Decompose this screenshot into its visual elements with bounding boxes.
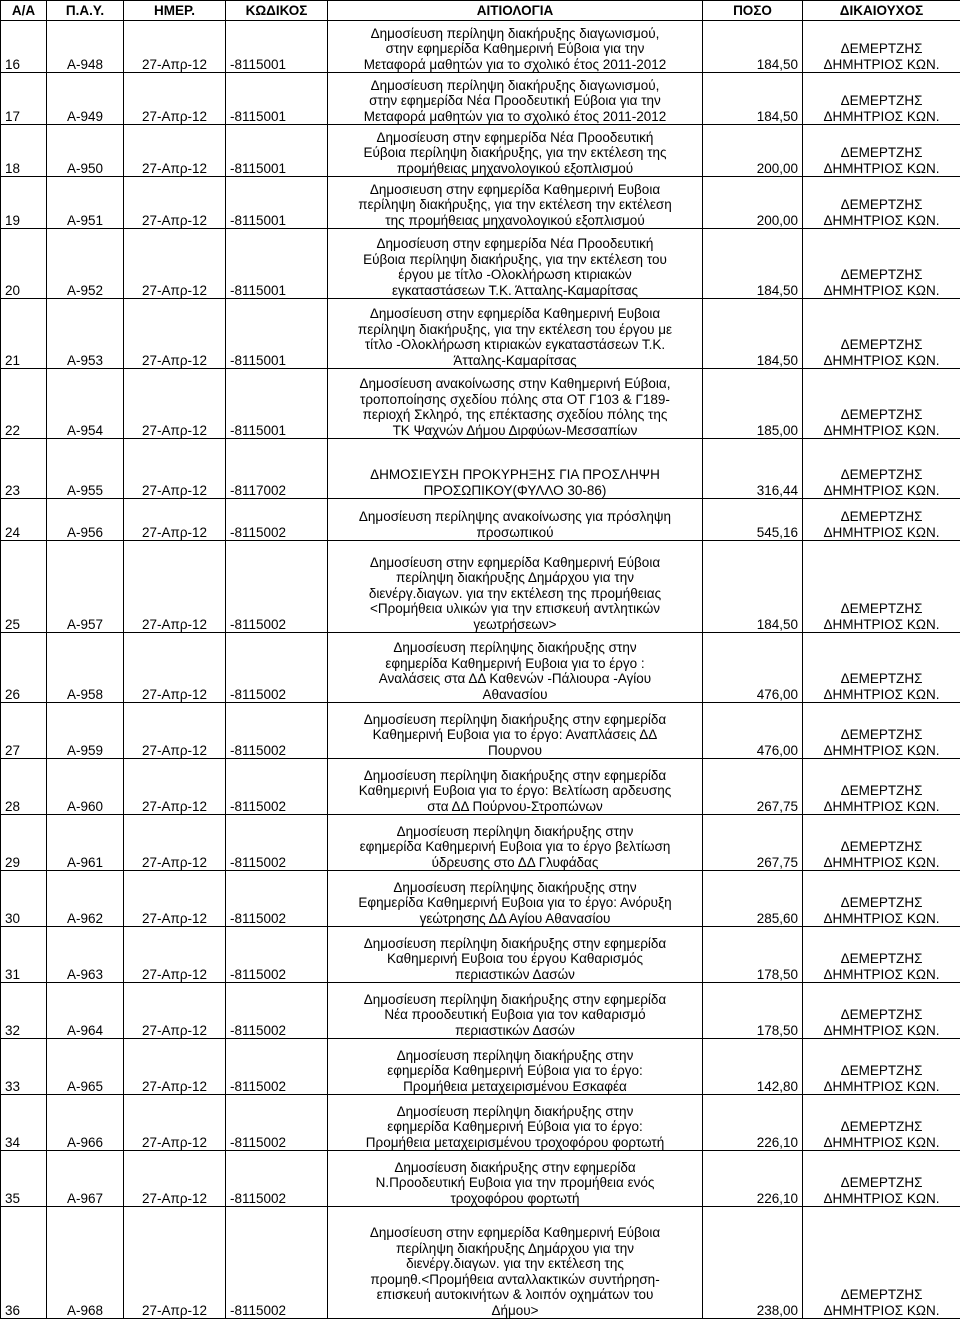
description-line: στα ΔΔ Πούρνου-Στροπώνων xyxy=(332,799,698,815)
table-row xyxy=(1,1095,960,1151)
code-cell: -8115002 xyxy=(226,815,328,871)
beneficiary-surname: ΔΕΜΕΡΤΖΗΣ xyxy=(807,509,956,525)
code-cell: -8115001 xyxy=(226,299,328,369)
description-line: τίτλο -Ολοκλήρωση κτιριακών εγκαταστάσεων Τ.Κ. xyxy=(332,337,698,353)
description-line: Μεταφορά μαθητών για το σχολικό έτος 2011-2012 xyxy=(332,57,698,73)
payment-order-cell: Α-954 xyxy=(47,369,124,439)
table-row xyxy=(1,299,960,369)
description-cell xyxy=(328,1039,703,1095)
date-cell: 27-Απρ-12 xyxy=(124,21,226,73)
description-line: Πουρνου xyxy=(332,743,698,759)
date-cell: 27-Απρ-12 xyxy=(124,541,226,633)
header-code: ΚΩΔΙΚΟΣ xyxy=(226,1,328,21)
beneficiary-surname: ΔΕΜΕΡΤΖΗΣ xyxy=(807,467,956,483)
date-cell: 27-Απρ-12 xyxy=(124,871,226,927)
description-line: περιαστικών Δασών xyxy=(332,1023,698,1039)
beneficiary-cell xyxy=(803,1039,960,1095)
date-cell: 27-Απρ-12 xyxy=(124,177,226,229)
amount-cell: 184,50 xyxy=(703,541,803,633)
description-line: Νέα προοδευτική Ευβοια για τον καθαρισμό xyxy=(332,1007,698,1023)
description-line: Δημοσίευση στην εφημερίδα Καθημερινή Εύβοια xyxy=(332,1225,698,1241)
beneficiary-cell xyxy=(803,633,960,703)
beneficiary-cell xyxy=(803,1207,960,1319)
description-cell xyxy=(328,871,703,927)
table-row xyxy=(1,983,960,1039)
description-line: εφημερίδα Καθημερινή Ευβοια για το έργο : xyxy=(332,656,698,672)
beneficiary-given-name: ΔΗΜΗΤΡΙΟΣ ΚΩΝ. xyxy=(807,483,956,499)
date-cell: 27-Απρ-12 xyxy=(124,229,226,299)
description-line: Δημοσίευση περίληψης διακήρυξης στην xyxy=(332,880,698,896)
beneficiary-surname: ΔΕΜΕΡΤΖΗΣ xyxy=(807,1175,956,1191)
row-number: 19 xyxy=(1,177,47,229)
row-number: 34 xyxy=(1,1095,47,1151)
beneficiary-cell xyxy=(803,927,960,983)
description-line: Αναλάσεις στα ΔΔ Καθενών -Πάλιουρα -Αγίου xyxy=(332,671,698,687)
description-line: επισκευή αυτοκινήτων & λοιπόν οχημάτων του xyxy=(332,1287,698,1303)
beneficiary-surname: ΔΕΜΕΡΤΖΗΣ xyxy=(807,727,956,743)
description-line: <Προμήθεια υλικών για την επισκευή αντλητικών xyxy=(332,601,698,617)
amount-cell: 545,16 xyxy=(703,499,803,541)
row-number: 26 xyxy=(1,633,47,703)
description-line: γεώτρησης ΔΔ Αγίου Αθανασίου xyxy=(332,911,698,927)
description-cell xyxy=(328,927,703,983)
code-cell: -8115001 xyxy=(226,125,328,177)
amount-cell: 185,00 xyxy=(703,369,803,439)
code-cell: -8117002 xyxy=(226,439,328,499)
date-cell: 27-Απρ-12 xyxy=(124,633,226,703)
beneficiary-given-name: ΔΗΜΗΤΡΙΟΣ ΚΩΝ. xyxy=(807,617,956,633)
table-row xyxy=(1,759,960,815)
beneficiary-cell xyxy=(803,703,960,759)
description-line: εγκαταστάσεων Τ.Κ. Άτταλης-Καμαρίτσας xyxy=(332,283,698,299)
payment-order-cell: Α-966 xyxy=(47,1095,124,1151)
code-cell: -8115001 xyxy=(226,229,328,299)
beneficiary-cell xyxy=(803,499,960,541)
description-line: Δημοσίευση στην εφημερίδα Καθημερινή Εύβοια xyxy=(332,555,698,571)
amount-cell: 184,50 xyxy=(703,299,803,369)
amount-cell: 200,00 xyxy=(703,125,803,177)
date-cell: 27-Απρ-12 xyxy=(124,983,226,1039)
date-cell: 27-Απρ-12 xyxy=(124,927,226,983)
description-line: περίληψη διακήρυξης Δημάρχου για την xyxy=(332,1241,698,1257)
payment-order-cell: Α-968 xyxy=(47,1207,124,1319)
description-line: Δημοσίευση διακήρυξης στην εφημερίδα xyxy=(332,1160,698,1176)
beneficiary-surname: ΔΕΜΕΡΤΖΗΣ xyxy=(807,145,956,161)
description-cell xyxy=(328,369,703,439)
date-cell: 27-Απρ-12 xyxy=(124,369,226,439)
beneficiary-surname: ΔΕΜΕΡΤΖΗΣ xyxy=(807,267,956,283)
code-cell: -8115002 xyxy=(226,703,328,759)
description-line: ύδρευσης στο ΔΔ Γλυφάδας xyxy=(332,855,698,871)
description-cell xyxy=(328,499,703,541)
description-cell xyxy=(328,177,703,229)
description-line: Εύβοια περίληψη διακήρυξης, για την εκτέλεση της xyxy=(332,145,698,161)
row-number: 32 xyxy=(1,983,47,1039)
beneficiary-cell xyxy=(803,73,960,125)
beneficiary-cell xyxy=(803,299,960,369)
description-line: εφημερίδα Καθημερινή Εύβοια για το έργο: xyxy=(332,1119,698,1135)
row-number: 35 xyxy=(1,1151,47,1207)
description-line: τροχοφόρου φορτωτή xyxy=(332,1191,698,1207)
beneficiary-given-name: ΔΗΜΗΤΡΙΟΣ ΚΩΝ. xyxy=(807,57,956,73)
description-line: εφημερίδα Καθημερινή Εύβοια για το έργο: xyxy=(332,1063,698,1079)
table-row xyxy=(1,927,960,983)
description-line: Δημοσίευση στην εφημερίδα Καθημερινή Ευβοια xyxy=(332,306,698,322)
description-line: Δημοσίευση ανακοίνωσης στην Καθημερινή Εύβοια, xyxy=(332,376,698,392)
description-cell xyxy=(328,73,703,125)
row-number: 21 xyxy=(1,299,47,369)
beneficiary-given-name: ΔΗΜΗΤΡΙΟΣ ΚΩΝ. xyxy=(807,799,956,815)
beneficiary-given-name: ΔΗΜΗΤΡΙΟΣ ΚΩΝ. xyxy=(807,855,956,871)
beneficiary-given-name: ΔΗΜΗΤΡΙΟΣ ΚΩΝ. xyxy=(807,743,956,759)
date-cell: 27-Απρ-12 xyxy=(124,1207,226,1319)
description-line: Προμήθεια μεταχειρισμένου τροχοφόρου φορτωτή xyxy=(332,1135,698,1151)
code-cell: -8115001 xyxy=(226,369,328,439)
payment-order-cell: Α-965 xyxy=(47,1039,124,1095)
beneficiary-cell xyxy=(803,759,960,815)
code-cell: -8115002 xyxy=(226,633,328,703)
amount-cell: 200,00 xyxy=(703,177,803,229)
payment-order-cell: Α-953 xyxy=(47,299,124,369)
code-cell: -8115002 xyxy=(226,871,328,927)
row-number: 25 xyxy=(1,541,47,633)
beneficiary-given-name: ΔΗΜΗΤΡΙΟΣ ΚΩΝ. xyxy=(807,423,956,439)
description-line: εφημερίδα Καθημερινή Ευβοια για το έργο βελτίωση xyxy=(332,839,698,855)
code-cell: -8115002 xyxy=(226,927,328,983)
beneficiary-surname: ΔΕΜΕΡΤΖΗΣ xyxy=(807,1119,956,1135)
row-number: 28 xyxy=(1,759,47,815)
description-cell xyxy=(328,1207,703,1319)
payment-order-cell: Α-949 xyxy=(47,73,124,125)
description-line: γεωτρήσεων> xyxy=(332,617,698,633)
beneficiary-cell xyxy=(803,815,960,871)
beneficiary-cell xyxy=(803,871,960,927)
table-row xyxy=(1,703,960,759)
description-line: Δήμου> xyxy=(332,1303,698,1319)
code-cell: -8115002 xyxy=(226,1207,328,1319)
row-number: 27 xyxy=(1,703,47,759)
description-line: στην εφημερίδα Καθημερινή Εύβοια για την xyxy=(332,41,698,57)
beneficiary-given-name: ΔΗΜΗΤΡΙΟΣ ΚΩΝ. xyxy=(807,283,956,299)
date-cell: 27-Απρ-12 xyxy=(124,703,226,759)
code-cell: -8115002 xyxy=(226,499,328,541)
description-line: Δημοσίευση περίληψη διακήρυξης στην εφημερίδα xyxy=(332,768,698,784)
description-line: περιαστικών Δασών xyxy=(332,967,698,983)
payment-order-cell: Α-963 xyxy=(47,927,124,983)
beneficiary-given-name: ΔΗΜΗΤΡΙΟΣ ΚΩΝ. xyxy=(807,911,956,927)
description-line: Άτταλης-Καμαρίτσας xyxy=(332,353,698,369)
table-row xyxy=(1,21,960,73)
row-number: 36 xyxy=(1,1207,47,1319)
row-number: 23 xyxy=(1,439,47,499)
header-beneficiary: ΔΙΚΑΙΟΥΧΟΣ xyxy=(803,1,960,21)
beneficiary-surname: ΔΕΜΕΡΤΖΗΣ xyxy=(807,1063,956,1079)
description-cell xyxy=(328,759,703,815)
beneficiary-cell xyxy=(803,541,960,633)
description-line: Δημοσίευση περίληψη διακήρυξης στην xyxy=(332,824,698,840)
header-date: ΗΜΕΡ. xyxy=(124,1,226,21)
amount-cell: 285,60 xyxy=(703,871,803,927)
code-cell: -8115002 xyxy=(226,1151,328,1207)
row-number: 17 xyxy=(1,73,47,125)
date-cell: 27-Απρ-12 xyxy=(124,759,226,815)
amount-cell: 316,44 xyxy=(703,439,803,499)
description-cell xyxy=(328,1151,703,1207)
description-line: ΠΡΟΣΩΠΙΚΟΥ(ΦΥΛΛΟ 30-86) xyxy=(332,483,698,499)
description-line: Εύβοια περίληψη διακήρυξης, για την εκτέλεση του xyxy=(332,252,698,268)
description-line: Ν.Προοδευτική Ευβοια για την προμήθεια ενός xyxy=(332,1175,698,1191)
description-cell xyxy=(328,299,703,369)
description-line: Δημοσιευση στην εφημερίδα Καθημερινή Ευβοια xyxy=(332,182,698,198)
table-row xyxy=(1,369,960,439)
header-payment-order: Π.Α.Υ. xyxy=(47,1,124,21)
description-line: στην εφημερίδα Νέα Προοδευτική Εύβοια για την xyxy=(332,93,698,109)
description-line: προμήθειας μηχανολογικού εξοπλισμού xyxy=(332,161,698,177)
header-aa: Α/Α xyxy=(1,1,47,21)
date-cell: 27-Απρ-12 xyxy=(124,1095,226,1151)
payment-order-cell: Α-955 xyxy=(47,439,124,499)
row-number: 16 xyxy=(1,21,47,73)
description-line: Δημοσίευση περίληψης ανακοίνωσης για πρόσληψη xyxy=(332,509,698,525)
header-row xyxy=(1,1,960,21)
amount-cell: 178,50 xyxy=(703,927,803,983)
beneficiary-cell xyxy=(803,369,960,439)
row-number: 22 xyxy=(1,369,47,439)
description-line: προμηθ.<Προμήθεια ανταλλακτικών συντήρηση- xyxy=(332,1272,698,1288)
beneficiary-given-name: ΔΗΜΗΤΡΙΟΣ ΚΩΝ. xyxy=(807,161,956,177)
date-cell: 27-Απρ-12 xyxy=(124,299,226,369)
beneficiary-surname: ΔΕΜΕΡΤΖΗΣ xyxy=(807,783,956,799)
description-line: περίληψη διακήρυξης, για την εκτέλεση του έργου με xyxy=(332,322,698,338)
payment-order-cell: Α-950 xyxy=(47,125,124,177)
amount-cell: 178,50 xyxy=(703,983,803,1039)
code-cell: -8115001 xyxy=(226,177,328,229)
beneficiary-surname: ΔΕΜΕΡΤΖΗΣ xyxy=(807,407,956,423)
description-line: Δημοσίευση περίληψης διακήρυξης στην xyxy=(332,640,698,656)
payment-order-cell: Α-952 xyxy=(47,229,124,299)
beneficiary-surname: ΔΕΜΕΡΤΖΗΣ xyxy=(807,601,956,617)
amount-cell: 226,10 xyxy=(703,1151,803,1207)
beneficiary-cell xyxy=(803,1151,960,1207)
beneficiary-given-name: ΔΗΜΗΤΡΙΟΣ ΚΩΝ. xyxy=(807,1303,956,1319)
payment-order-cell: Α-967 xyxy=(47,1151,124,1207)
beneficiary-surname: ΔΕΜΕΡΤΖΗΣ xyxy=(807,93,956,109)
table-row xyxy=(1,125,960,177)
header-description: ΑΙΤΙΟΛΟΓΙΑ xyxy=(328,1,703,21)
beneficiary-surname: ΔΕΜΕΡΤΖΗΣ xyxy=(807,1287,956,1303)
description-line: Δημοσίευση περίληψη διακήρυξης διαγωνισμού, xyxy=(332,26,698,42)
description-line: Δημοσίευση περίληψη διακήρυξης στην εφημερίδα xyxy=(332,936,698,952)
amount-cell: 184,50 xyxy=(703,21,803,73)
date-cell: 27-Απρ-12 xyxy=(124,1039,226,1095)
row-number: 29 xyxy=(1,815,47,871)
amount-cell: 238,00 xyxy=(703,1207,803,1319)
beneficiary-surname: ΔΕΜΕΡΤΖΗΣ xyxy=(807,197,956,213)
beneficiary-cell xyxy=(803,439,960,499)
beneficiary-surname: ΔΕΜΕΡΤΖΗΣ xyxy=(807,671,956,687)
description-line: περιοχή Σκληρό, της επέκτασης σχεδίου πόλης της xyxy=(332,407,698,423)
amount-cell: 476,00 xyxy=(703,633,803,703)
beneficiary-cell xyxy=(803,983,960,1039)
description-cell xyxy=(328,633,703,703)
beneficiary-given-name: ΔΗΜΗΤΡΙΟΣ ΚΩΝ. xyxy=(807,967,956,983)
beneficiary-given-name: ΔΗΜΗΤΡΙΟΣ ΚΩΝ. xyxy=(807,353,956,369)
row-number: 20 xyxy=(1,229,47,299)
description-line: Δημοσίευση περίληψη διακήρυξης στην xyxy=(332,1104,698,1120)
description-line: Δημοσίευση περίληψη διακήρυξης στην εφημερίδα xyxy=(332,992,698,1008)
description-line: Καθημερινή Ευβοια για το έργο: Αναπλάσεις ΔΔ xyxy=(332,727,698,743)
payment-order-cell: Α-959 xyxy=(47,703,124,759)
beneficiary-cell xyxy=(803,177,960,229)
beneficiary-given-name: ΔΗΜΗΤΡΙΟΣ ΚΩΝ. xyxy=(807,1023,956,1039)
description-line: ΔΗΜΟΣΙΕΥΣΗ ΠΡΟΚΥΡΗΞΗΣ ΓΙΑ ΠΡΟΣΛΗΨΗ xyxy=(332,467,698,483)
table-header xyxy=(1,1,960,21)
description-line: Δημοσίευση περίληψη διακήρυξης διαγωνισμού, xyxy=(332,78,698,94)
description-line: Εφημερίδα Καθημερινή Ευβοια για το έργο: Ανόρυξη xyxy=(332,895,698,911)
table-row xyxy=(1,1151,960,1207)
row-number: 30 xyxy=(1,871,47,927)
description-line: ΤΚ Ψαχνών Δήμου Διρφύων-Μεσσαπίων xyxy=(332,423,698,439)
beneficiary-surname: ΔΕΜΕΡΤΖΗΣ xyxy=(807,895,956,911)
table-row xyxy=(1,1039,960,1095)
beneficiary-given-name: ΔΗΜΗΤΡΙΟΣ ΚΩΝ. xyxy=(807,1135,956,1151)
beneficiary-given-name: ΔΗΜΗΤΡΙΟΣ ΚΩΝ. xyxy=(807,687,956,703)
description-line: περίληψη διακήρυξης, για την εκτέλεση την εκτέλεση xyxy=(332,197,698,213)
description-line: Δημοσίευση στην εφημερίδα Νέα Προοδευτική xyxy=(332,130,698,146)
payment-order-cell: Α-948 xyxy=(47,21,124,73)
table-row xyxy=(1,815,960,871)
code-cell: -8115002 xyxy=(226,983,328,1039)
description-line: περίληψη διακήρυξης Δημάρχου για την xyxy=(332,570,698,586)
code-cell: -8115002 xyxy=(226,1095,328,1151)
amount-cell: 267,75 xyxy=(703,759,803,815)
description-cell xyxy=(328,439,703,499)
payment-order-cell: Α-951 xyxy=(47,177,124,229)
table-body xyxy=(1,21,960,1319)
date-cell: 27-Απρ-12 xyxy=(124,125,226,177)
description-cell xyxy=(328,21,703,73)
description-line: Δημοσίευση περίληψη διακήρυξης στην xyxy=(332,1048,698,1064)
beneficiary-cell xyxy=(803,1095,960,1151)
payment-order-cell: Α-961 xyxy=(47,815,124,871)
amount-cell: 226,10 xyxy=(703,1095,803,1151)
row-number: 18 xyxy=(1,125,47,177)
table-row xyxy=(1,177,960,229)
description-cell xyxy=(328,815,703,871)
table-row xyxy=(1,499,960,541)
amount-cell: 184,50 xyxy=(703,73,803,125)
date-cell: 27-Απρ-12 xyxy=(124,815,226,871)
table-row xyxy=(1,73,960,125)
payment-order-cell: Α-956 xyxy=(47,499,124,541)
amount-cell: 184,50 xyxy=(703,229,803,299)
date-cell: 27-Απρ-12 xyxy=(124,1151,226,1207)
description-cell xyxy=(328,125,703,177)
payment-order-cell: Α-960 xyxy=(47,759,124,815)
description-cell xyxy=(328,983,703,1039)
code-cell: -8115002 xyxy=(226,1039,328,1095)
date-cell: 27-Απρ-12 xyxy=(124,439,226,499)
payment-order-cell: Α-958 xyxy=(47,633,124,703)
description-line: προσωπικού xyxy=(332,525,698,541)
description-cell xyxy=(328,541,703,633)
header-amount: ΠΟΣΟ xyxy=(703,1,803,21)
beneficiary-surname: ΔΕΜΕΡΤΖΗΣ xyxy=(807,337,956,353)
row-number: 33 xyxy=(1,1039,47,1095)
beneficiary-given-name: ΔΗΜΗΤΡΙΟΣ ΚΩΝ. xyxy=(807,109,956,125)
beneficiary-given-name: ΔΗΜΗΤΡΙΟΣ ΚΩΝ. xyxy=(807,213,956,229)
amount-cell: 476,00 xyxy=(703,703,803,759)
beneficiary-given-name: ΔΗΜΗΤΡΙΟΣ ΚΩΝ. xyxy=(807,1079,956,1095)
row-number: 24 xyxy=(1,499,47,541)
code-cell: -8115001 xyxy=(226,73,328,125)
date-cell: 27-Απρ-12 xyxy=(124,499,226,541)
code-cell: -8115001 xyxy=(226,21,328,73)
table-row xyxy=(1,871,960,927)
code-cell: -8115002 xyxy=(226,759,328,815)
payment-order-cell: Α-964 xyxy=(47,983,124,1039)
description-cell xyxy=(328,1095,703,1151)
table-row xyxy=(1,1207,960,1319)
amount-cell: 142,80 xyxy=(703,1039,803,1095)
amount-cell: 267,75 xyxy=(703,815,803,871)
beneficiary-surname: ΔΕΜΕΡΤΖΗΣ xyxy=(807,1007,956,1023)
beneficiary-given-name: ΔΗΜΗΤΡΙΟΣ ΚΩΝ. xyxy=(807,1191,956,1207)
description-line: Αθανασίου xyxy=(332,687,698,703)
code-cell: -8115002 xyxy=(226,541,328,633)
beneficiary-cell xyxy=(803,21,960,73)
beneficiary-given-name: ΔΗΜΗΤΡΙΟΣ ΚΩΝ. xyxy=(807,525,956,541)
description-cell xyxy=(328,703,703,759)
description-line: Προμήθεια μεταχειρισμένου Εσκαφέα xyxy=(332,1079,698,1095)
description-line: διενέργ.διαγων. για την εκτέλεση της xyxy=(332,1256,698,1272)
description-line: Καθημερινή Ευβοια του έργου Καθαρισμός xyxy=(332,951,698,967)
beneficiary-surname: ΔΕΜΕΡΤΖΗΣ xyxy=(807,839,956,855)
beneficiary-cell xyxy=(803,125,960,177)
description-cell xyxy=(328,229,703,299)
payment-order-cell: Α-957 xyxy=(47,541,124,633)
description-line: έργου με τίτλο -Ολοκλήρωση κτιριακών xyxy=(332,267,698,283)
description-line: Δημοσίευση στην εφημερίδα Νέα Προοδευτική xyxy=(332,236,698,252)
row-number: 31 xyxy=(1,927,47,983)
table-row xyxy=(1,439,960,499)
payment-order-cell: Α-962 xyxy=(47,871,124,927)
beneficiary-surname: ΔΕΜΕΡΤΖΗΣ xyxy=(807,951,956,967)
description-line: Μεταφορά μαθητών για το σχολικό έτος 2011-2012 xyxy=(332,109,698,125)
table-row xyxy=(1,633,960,703)
description-line: τροποποίησης σχεδίου πόλης στα ΟΤ Γ103 & Γ189- xyxy=(332,392,698,408)
beneficiary-cell xyxy=(803,229,960,299)
date-cell: 27-Απρ-12 xyxy=(124,73,226,125)
table-row xyxy=(1,229,960,299)
description-line: διενέργ.διαγων. για την εκτέλεση της προμήθειας xyxy=(332,586,698,602)
description-line: Δημοσίευση περίληψη διακήρυξης στην εφημερίδα xyxy=(332,712,698,728)
beneficiary-surname: ΔΕΜΕΡΤΖΗΣ xyxy=(807,41,956,57)
description-line: Καθημερινή Ευβοια για το έργο: Βελτίωση αρδευσης xyxy=(332,783,698,799)
description-line: της προμήθειας μηχανολογικού εξοπλισμού xyxy=(332,213,698,229)
table-row xyxy=(1,541,960,633)
